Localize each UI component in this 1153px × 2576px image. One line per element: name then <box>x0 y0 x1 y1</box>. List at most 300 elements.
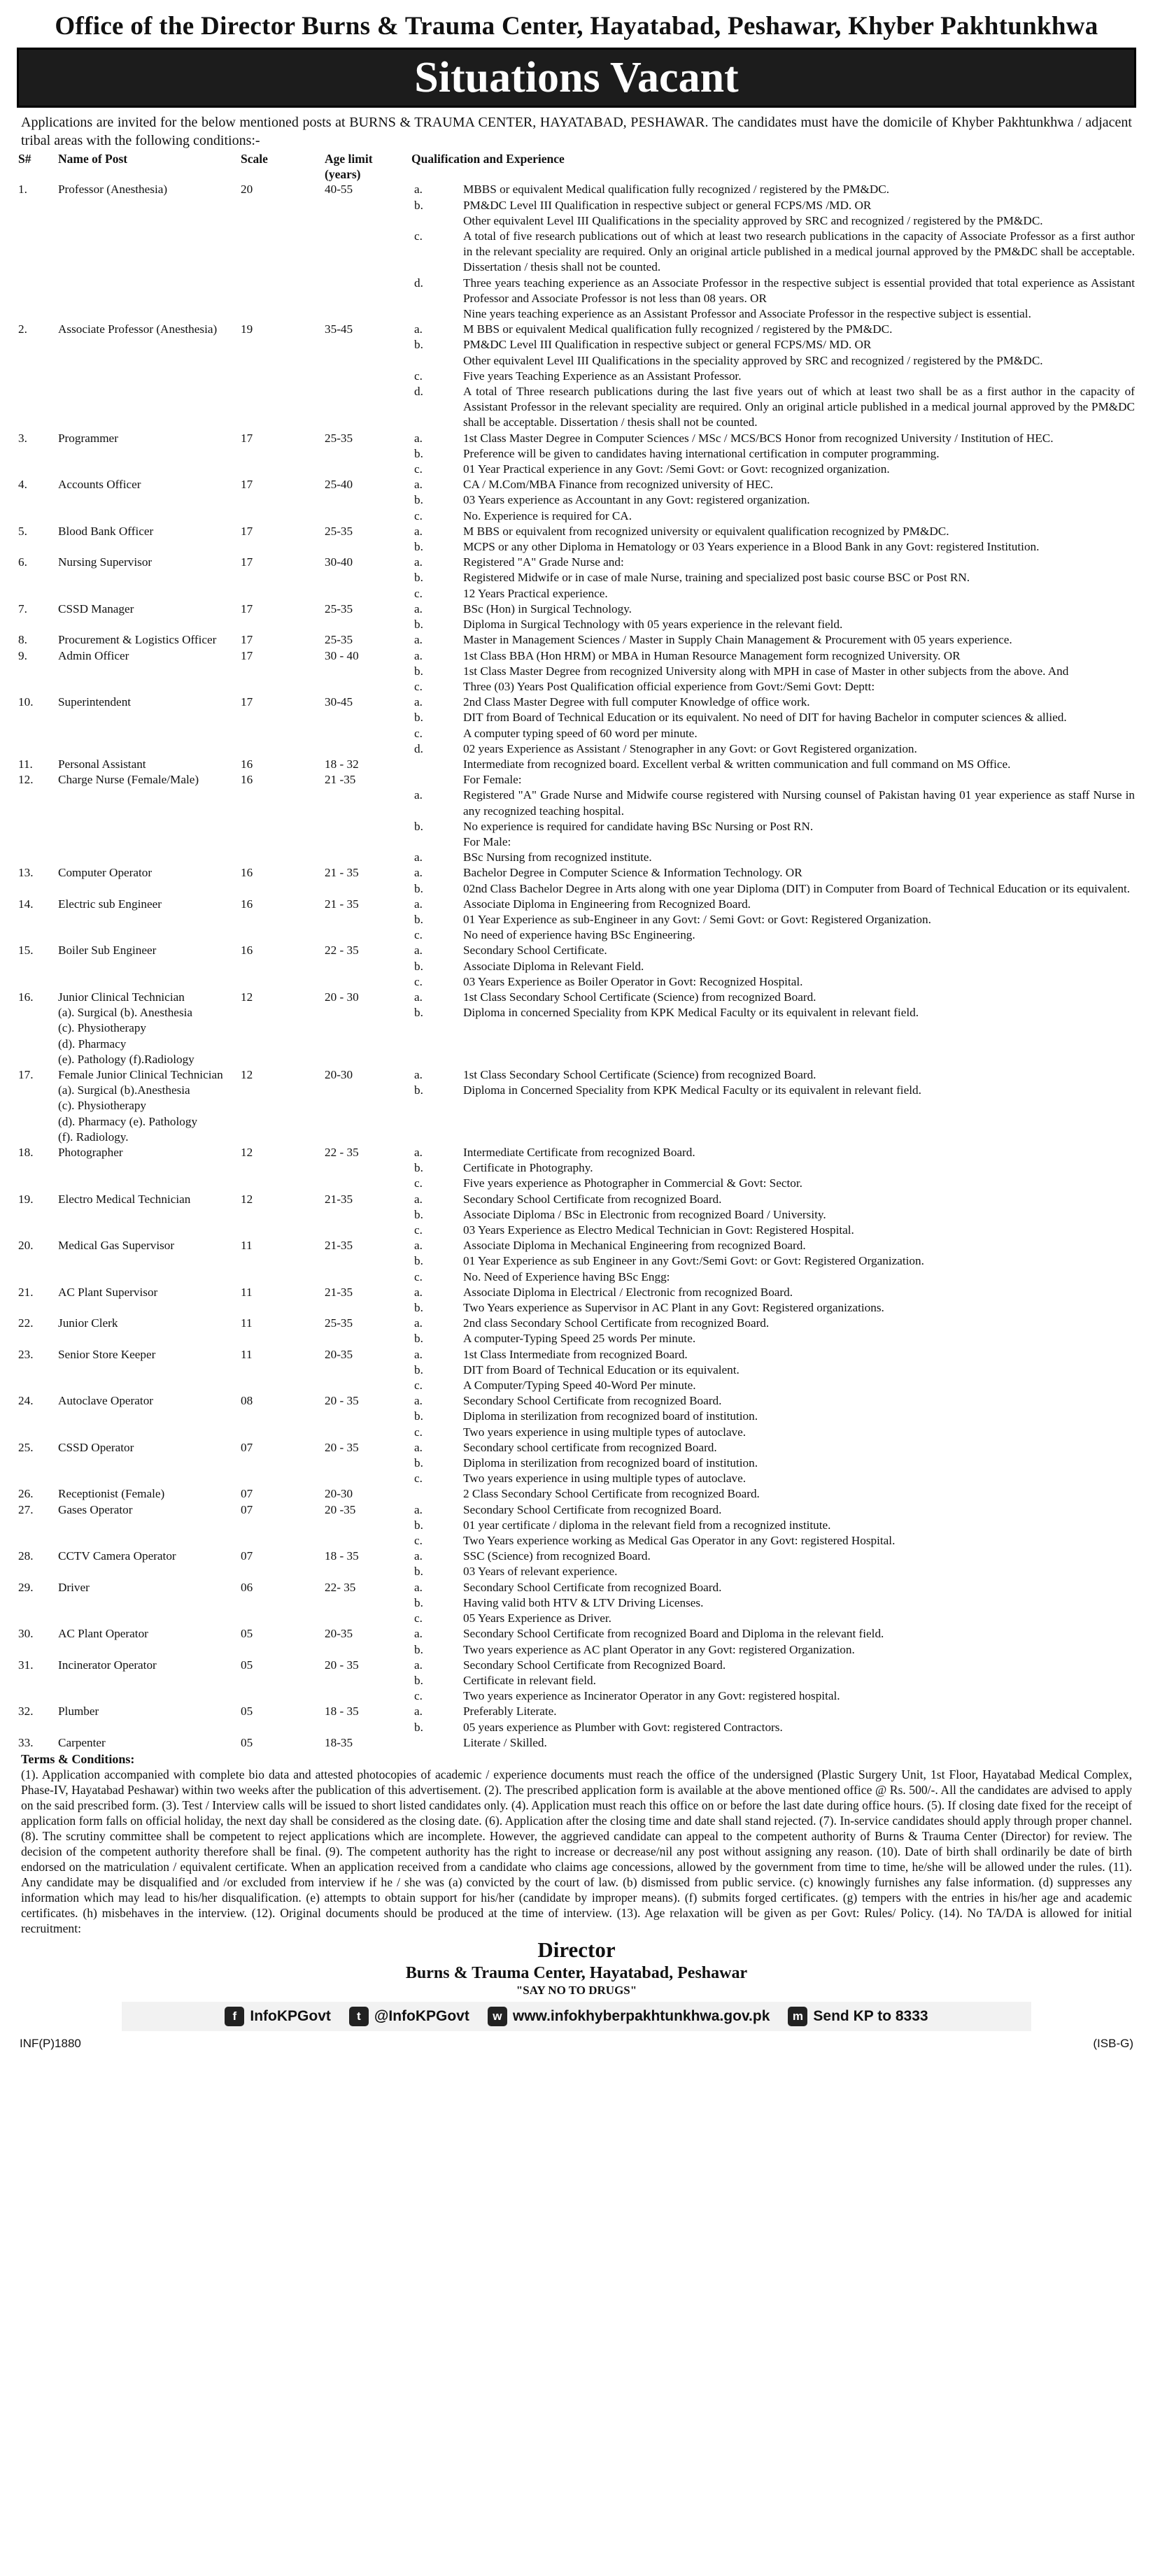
qualification-text: Two Years experience working as Medical Gas Operator in any Govt: registered Hospital. <box>463 1534 896 1548</box>
qualification-letter: a. <box>414 851 423 864</box>
post-scale: 05 <box>241 1705 253 1718</box>
qualification-item <box>411 492 1135 508</box>
qualification-letter: a. <box>414 695 423 709</box>
qualification-text: 12 Years Practical experience. <box>463 586 608 600</box>
post-scale: 19 <box>241 322 253 336</box>
qualification-item <box>411 446 1135 462</box>
post-qualifications <box>410 1626 1136 1657</box>
qualification-item <box>411 679 1135 695</box>
post-sno: 9. <box>18 648 27 662</box>
qualification-letter: b. <box>414 1006 423 1020</box>
post-age: 22- 35 <box>325 1580 356 1594</box>
post-sno: 11. <box>18 757 33 771</box>
qualification-item <box>411 695 1135 710</box>
qualification-item <box>411 1626 1135 1642</box>
qualification-text: PM&DC Level III Qualification in respective subject or general FCPS/MS /MD. OR <box>463 198 872 212</box>
qualification-item <box>411 1238 1135 1253</box>
post-sno: 29. <box>18 1580 34 1594</box>
post-sno: 18. <box>18 1146 34 1159</box>
table-row <box>17 182 1136 322</box>
social-text: InfoKPGovt <box>250 2007 331 2024</box>
qualification-text: Registered Midwife or in case of male Nurse, training and specialized post basic course BSC or Post RN. <box>463 571 970 585</box>
qualification-text: 01 year certificate / diploma in the relevant field from a recognized institute. <box>463 1518 831 1532</box>
qualification-item <box>411 198 1135 213</box>
social-text: Send KP to 8333 <box>813 2007 928 2024</box>
table-row <box>17 772 1136 865</box>
qualification-item <box>411 306 1135 322</box>
qualification-letter: a. <box>414 322 423 336</box>
qualification-item <box>411 1362 1135 1378</box>
post-age: 20 - 35 <box>325 1440 359 1454</box>
qualification-text: Preferably Literate. <box>463 1705 557 1718</box>
qualification-item <box>411 1300 1135 1316</box>
qualification-letter: b. <box>414 881 423 895</box>
post-name: Superintendent <box>58 695 132 709</box>
qualification-item <box>411 1347 1135 1362</box>
post-age: 30-45 <box>325 695 353 709</box>
post-name: Procurement & Logistics Officer <box>58 633 217 647</box>
post-sno: 10. <box>18 695 34 709</box>
post-sno: 32. <box>18 1705 34 1718</box>
qualification-item <box>411 508 1135 524</box>
table-row <box>17 1735 1136 1751</box>
qualification-text: Secondary School Certificate. <box>463 944 607 958</box>
post-scale: 16 <box>241 944 253 958</box>
qualification-text: Secondary School Certificate from recognized Board. <box>463 1502 722 1516</box>
qualification-text: Registered "A" Grade Nurse and Midwife course registered with Nursing counsel of Pakistan having 01 year experience as staff Nurse in any recognized teaching hospital. <box>463 788 1135 818</box>
qualification-item <box>411 974 1135 990</box>
post-sno: 1. <box>18 183 27 197</box>
qualification-text: 01 Year Experience as sub Engineer in any Govt:/Semi Govt: or Govt: Registered Organization. <box>463 1254 924 1268</box>
post-sno: 28. <box>18 1549 34 1563</box>
qualification-item <box>411 834 1135 850</box>
qualification-item <box>411 1207 1135 1223</box>
qualification-text: 1st Class Intermediate from recognized Board. <box>463 1347 688 1361</box>
terms-heading: Terms & Conditions: <box>21 1751 135 1766</box>
footer-left-code: INF(P)1880 <box>20 2036 81 2050</box>
post-sno: 30. <box>18 1627 34 1641</box>
post-name: Admin Officer <box>58 648 129 662</box>
post-qualifications <box>410 1549 1136 1579</box>
post-qualifications <box>410 1502 1136 1549</box>
qualification-letter: a. <box>414 1549 423 1563</box>
table-row <box>17 1285 1136 1316</box>
qualification-letter: b. <box>414 819 423 833</box>
qualification-item <box>411 1083 1135 1098</box>
post-age: 25-35 <box>325 602 353 615</box>
qualification-text: Secondary school certificate from recognized Board. <box>463 1440 717 1454</box>
post-scale: 17 <box>241 695 253 709</box>
post-scale: 06 <box>241 1580 253 1594</box>
post-name: Medical Gas Supervisor <box>58 1239 175 1253</box>
table-row <box>17 648 1136 695</box>
qualification-letter: b. <box>414 1565 423 1579</box>
qualification-item <box>411 1160 1135 1176</box>
post-qualifications <box>410 772 1136 865</box>
qualification-item <box>411 602 1135 617</box>
qualification-letter: a. <box>414 431 423 445</box>
qualification-text: Three (03) Years Post Qualification official experience from Govt:/Semi Govt: Deptt: <box>463 679 875 693</box>
qualification-item <box>411 539 1135 555</box>
post-sno: 25. <box>18 1440 34 1454</box>
qualification-item <box>411 1658 1135 1673</box>
post-scale: 20 <box>241 183 253 197</box>
qualification-item <box>411 1223 1135 1238</box>
qualification-item <box>411 726 1135 741</box>
table-row <box>17 477 1136 524</box>
post-age: 21-35 <box>325 1192 353 1206</box>
qualification-letter: b. <box>414 1362 423 1376</box>
qualification-item <box>411 1642 1135 1658</box>
qualification-text: Secondary School Certificate from recognized Board and Diploma in the relevant field. <box>463 1627 884 1641</box>
qualification-text: No. Need of Experience having BSc Engg: <box>463 1269 670 1283</box>
post-age: 30-40 <box>325 555 353 569</box>
qualification-text: 2nd Class Master Degree with full computer Knowledge of office work. <box>463 695 810 709</box>
post-sno: 33. <box>18 1735 34 1749</box>
table-row <box>17 1347 1136 1394</box>
qualification-letter: b. <box>414 1673 423 1687</box>
post-sno: 19. <box>18 1192 34 1206</box>
qualification-text: 1st Class Secondary School Certificate (Science) from recognized Board. <box>463 990 816 1004</box>
qualification-text: Two years experience in using multiple types of autoclave. <box>463 1425 747 1439</box>
post-scale: 08 <box>241 1394 253 1408</box>
post-qualifications <box>410 555 1136 602</box>
post-name: Blood Bank Officer <box>58 524 154 538</box>
qualification-letter: b. <box>414 1595 423 1609</box>
qualification-item <box>411 1688 1135 1704</box>
qualification-letter: c. <box>414 1611 423 1625</box>
qualification-text: DIT from Board of Technical Education or its equivalent. <box>463 1362 740 1376</box>
post-qualifications <box>410 990 1136 1067</box>
post-qualifications <box>410 1704 1136 1735</box>
slogan: "SAY NO TO DRUGS" <box>516 1983 637 1997</box>
qualification-item <box>411 1471 1135 1486</box>
qualification-text: 2nd class Secondary School Certificate from recognized Board. <box>463 1316 770 1330</box>
qualification-letter <box>411 1486 463 1502</box>
qualification-item <box>411 1393 1135 1409</box>
table-row <box>17 524 1136 555</box>
qualification-item <box>411 1704 1135 1719</box>
signature-title: Director <box>537 1937 616 1962</box>
post-age: 21 -35 <box>325 773 356 787</box>
posts-table <box>17 151 1136 1751</box>
post-scale: 17 <box>241 602 253 615</box>
qualification-letter: b. <box>414 571 423 585</box>
post-age: 18 - 35 <box>325 1705 359 1718</box>
post-name: Professor (Anesthesia) <box>58 183 168 197</box>
post-scale: 11 <box>241 1316 253 1330</box>
post-name: Junior Clinical Technician (a). Surgical (b). Anesthesia (c). Physiotherapy (d). Pharmacy (e). Pathology (f).Radiology <box>58 990 194 1066</box>
post-sno: 14. <box>18 897 34 911</box>
post-scale: 05 <box>241 1658 253 1672</box>
table-row <box>17 865 1136 896</box>
qualification-letter: b. <box>414 664 423 678</box>
table-row <box>17 1440 1136 1487</box>
qualification-item <box>411 850 1135 865</box>
qualification-letter: b. <box>414 1456 423 1470</box>
qualification-text: 03 Years Experience as Boiler Operator in Govt: Recognized Hospital. <box>463 974 803 988</box>
post-scale: 07 <box>241 1502 253 1516</box>
qualification-item <box>411 757 1135 772</box>
qualification-item <box>411 1316 1135 1331</box>
qualification-letter <box>411 772 463 788</box>
qualification-item <box>411 1456 1135 1471</box>
col-age-header: Age limit (years) <box>325 152 373 182</box>
qualification-text: 01 Year Practical experience in any Govt: /Semi Govt: or Govt: recognized organization. <box>463 462 890 476</box>
facebook-icon: f <box>225 2007 244 2026</box>
col-name-header: Name of Post <box>58 152 128 166</box>
qualification-item <box>411 213 1135 229</box>
qualification-text: No experience is required for candidate having BSc Nursing or Post RN. <box>463 819 814 833</box>
qualification-text: Master in Management Sciences / Master in Supply Chain Management & Procurement with 05 years experience. <box>463 633 1012 647</box>
qualification-text: Five years experience as Photographer in Commercial & Govt: Sector. <box>463 1176 802 1190</box>
qualification-letter <box>411 1735 463 1751</box>
post-name: Programmer <box>58 431 118 445</box>
qualification-text: Three years teaching experience as an Associate Professor in the respective subject is essential provided that total experience as Assistant Professor and Associate Professor is not less than 08 years. OR <box>463 276 1135 305</box>
qualification-letter: b. <box>414 493 423 507</box>
qualification-text: DIT from Board of Technical Education or its equivalent. No need of DIT for having Bachelor in computer sciences & allied. <box>463 711 1067 725</box>
qualification-text: Registered "A" Grade Nurse and: <box>463 555 624 569</box>
qualification-letter: c. <box>414 462 423 476</box>
post-age: 21-35 <box>325 1285 353 1299</box>
post-qualifications <box>410 1580 1136 1627</box>
qualification-item <box>411 819 1135 834</box>
post-scale: 12 <box>241 990 253 1004</box>
qualification-letter: a. <box>414 1239 423 1253</box>
qualification-item <box>411 1269 1135 1285</box>
table-row <box>17 431 1136 478</box>
post-qualifications <box>410 602 1136 632</box>
qualification-letter: b. <box>414 1254 423 1268</box>
qualification-letter: c. <box>414 679 423 693</box>
post-qualifications <box>410 1658 1136 1705</box>
qualification-text: MCPS or any other Diploma in Hematology or 03 Years experience in a Blood Bank in any Govt: registered Institution. <box>463 540 1040 554</box>
qualification-letter: c. <box>414 229 423 243</box>
post-qualifications <box>410 182 1136 322</box>
post-sno: 22. <box>18 1316 34 1330</box>
qualification-letter: c. <box>414 1472 423 1486</box>
post-scale: 16 <box>241 866 253 880</box>
post-scale: 07 <box>241 1487 253 1501</box>
qualification-letter: c. <box>414 369 423 383</box>
qualification-item <box>411 1440 1135 1456</box>
qualification-text: No. Experience is required for CA. <box>463 508 632 522</box>
qualification-text: Diploma in concerned Speciality from KPK Medical Faculty or its equivalent in relevant field. <box>463 1006 919 1020</box>
post-age: 25-35 <box>325 633 353 647</box>
post-age: 18-35 <box>325 1735 353 1749</box>
post-age: 40-55 <box>325 183 353 197</box>
post-name: Incinerator Operator <box>58 1658 157 1672</box>
qualification-text: Secondary School Certificate from recognized Board. <box>463 1394 722 1408</box>
post-sno: 12. <box>18 773 34 787</box>
social-item <box>488 2007 770 2026</box>
post-age: 25-35 <box>325 524 353 538</box>
table-row <box>17 632 1136 648</box>
post-age: 20-35 <box>325 1347 353 1361</box>
col-qual-header: Qualification and Experience <box>411 152 565 166</box>
qualification-letter: b. <box>414 338 423 352</box>
table-row <box>17 1316 1136 1346</box>
post-sno: 13. <box>18 866 34 880</box>
qualification-item <box>411 1564 1135 1579</box>
post-qualifications <box>410 477 1136 524</box>
qualification-letter: b. <box>414 540 423 554</box>
social-text: @InfoKPGovt <box>374 2007 469 2024</box>
social-item <box>349 2007 469 2026</box>
table-row <box>17 897 1136 944</box>
post-name: Electro Medical Technician <box>58 1192 191 1206</box>
post-qualifications <box>410 943 1136 990</box>
post-sno: 20. <box>18 1239 34 1253</box>
qualification-letter: b. <box>414 1720 423 1734</box>
qualification-item <box>411 632 1135 648</box>
post-scale: 17 <box>241 524 253 538</box>
twitter-icon: t <box>349 2007 369 2026</box>
posts-body <box>17 182 1136 1751</box>
qualification-letter: a. <box>414 1580 423 1594</box>
social-item <box>225 2007 331 2026</box>
qualification-letter: a. <box>414 1316 423 1330</box>
qualification-letter: a. <box>414 555 423 569</box>
qualification-text: 05 Years Experience as Driver. <box>463 1611 611 1625</box>
post-sno: 26. <box>18 1487 34 1501</box>
table-row <box>17 322 1136 430</box>
post-name: Gases Operator <box>58 1502 133 1516</box>
qualification-text: Having valid both HTV & LTV Driving Licenses. <box>463 1595 704 1609</box>
qualification-item <box>411 1518 1135 1533</box>
qualification-letter: a. <box>414 1285 423 1299</box>
post-age: 21-35 <box>325 1239 353 1253</box>
qualification-letter: a. <box>414 990 423 1004</box>
intro-paragraph: Applications are invited for the below mentioned posts at BURNS & TRAUMA CENTER, HAYATABAD, PESHAWAR. The candidates must have the domicile of Khyber Pakhtunkhwa / adjacent tribal areas with the following conditions:- <box>21 115 1132 148</box>
post-age: 21 - 35 <box>325 866 359 880</box>
qualification-text: M BBS or equivalent from recognized university or equivalent qualification recognized by PM&DC. <box>463 524 949 538</box>
post-age: 22 - 35 <box>325 944 359 958</box>
qualification-letter: a. <box>414 633 423 647</box>
qualification-text: Diploma in Surgical Technology with 05 years experience in the relevant field. <box>463 618 843 632</box>
qualification-item <box>411 555 1135 570</box>
qualification-item <box>411 897 1135 912</box>
footer-right-code: (ISB-G) <box>1093 2036 1133 2050</box>
post-scale: 17 <box>241 555 253 569</box>
qualification-item <box>411 1253 1135 1269</box>
post-name: AC Plant Supervisor <box>58 1285 158 1299</box>
post-sno: 16. <box>18 990 34 1004</box>
post-sno: 2. <box>18 322 27 336</box>
qualification-item <box>411 912 1135 927</box>
qualification-item <box>411 353 1135 369</box>
post-name: AC Plant Operator <box>58 1627 148 1641</box>
qualification-letter: a. <box>414 1627 423 1641</box>
qualification-text: Diploma in Concerned Speciality from KPK Medical Faculty or its equivalent in relevant field. <box>463 1083 921 1097</box>
post-name: CCTV Camera Operator <box>58 1549 176 1563</box>
post-qualifications <box>410 1316 1136 1346</box>
post-name: Carpenter <box>58 1735 106 1749</box>
qualification-letter: c. <box>414 928 423 942</box>
post-qualifications <box>410 1735 1136 1751</box>
qualification-item <box>411 1005 1135 1020</box>
table-row <box>17 1704 1136 1735</box>
qualification-letter: c. <box>414 1176 423 1190</box>
qualification-item <box>411 1720 1135 1735</box>
post-age: 18 - 32 <box>325 757 359 771</box>
post-name: Boiler Sub Engineer <box>58 944 157 958</box>
post-sno: 21. <box>18 1285 34 1299</box>
qualification-item <box>411 1735 1135 1751</box>
qualification-letter: a. <box>414 1440 423 1454</box>
qualification-text: A computer typing speed of 60 word per minute. <box>463 726 698 740</box>
table-row <box>17 1238 1136 1285</box>
post-name: Receptionist (Female) <box>58 1487 165 1501</box>
qualification-letter: d. <box>414 276 423 290</box>
post-name: Computer Operator <box>58 866 153 880</box>
qualification-letter: a. <box>414 897 423 911</box>
qualification-letter: a. <box>414 1394 423 1408</box>
qualification-item <box>411 182 1135 197</box>
message-icon: m <box>788 2007 807 2026</box>
qualification-letter: a. <box>414 1067 423 1081</box>
qualification-letter: c. <box>414 974 423 988</box>
qualification-text: Associate Diploma in Electrical / Electronic from recognized Board. <box>463 1285 793 1299</box>
qualification-letter <box>411 306 463 322</box>
post-name: Female Junior Clinical Technician (a). Surgical (b).Anesthesia (c). Physiotherapy (d). Pharmacy (e). Pathology (f). Radiology. <box>58 1067 223 1144</box>
qualification-text: 03 Years experience as Accountant in any Govt: registered organization. <box>463 493 810 507</box>
qualification-letter: a. <box>414 1705 423 1718</box>
qualification-letter: a. <box>414 866 423 880</box>
post-age: 25-35 <box>325 431 353 445</box>
post-name: Junior Clerk <box>58 1316 118 1330</box>
qualification-item <box>411 1611 1135 1626</box>
qualification-text: Associate Diploma in Relevant Field. <box>463 959 644 973</box>
terms-text: (1). Application accompanied with complete bio data and attested photocopies of academic / experience documents must reach the office of the undersigned (Plastic Surgery Unit, 1st Floor, Hayatabad Medical Complex, Phase-IV, Hayatabad Peshawar) within two weeks after the publication of this advertisement. (2). The prescribed application form is available at the above mentioned office @ Rs. 500/-. All the candidates are advised to apply on the said prescribed form. (3). Test / Interview calls will be issued to short listed candidates only. (4). Application must reach this office on or before the last date during office hours. (5). If closing date fixed for the receipt of application form falls on official holiday, the next day shall be considered as the closing date. (6). Application after the closing time and date shall stand rejected. (7). In-service candidates should apply through proper channel. (8). The scrutiny committee shall be competent to reject applications which are incomplete. However, the aggrieved candidate can appeal to the competent authority of Burns & Trauma Center (Director) for review. The decision of the competent authority therefore shall be final. (9). The competent authority has the right to increase or decrease/nil any post without assigning any reason. (10). Date of birth shall ordinarily be date of birth endorsed on the matriculation / equivalent certificate. When an application received from a candidate who claims age concessions, allowed by the government from time to time, he/she will be allowed under the rules. (11). Any candidate may be disqualified and /or excluded from interview if he / she was (a) convicted by the court of law. (b) dismissed from public service. (c) knowingly furnishes any false information. (d) suppresses any information which may lead to his/her disqualification. (e) attempts to obtain support for his/her (candidate by improper means). (f) submits forged certificates. (g) tempers with the entries in his/her age and academic certificates. (h) misbehaves in the interview. (12). Original documents should be produced at the time of interview. (13). Age relaxation will be given as per Govt: Rules/ Policy. (14). No TA/DA is allowed for initial recruitment: <box>21 1767 1132 1935</box>
post-scale: 12 <box>241 1146 253 1159</box>
qualification-letter: c. <box>414 1379 423 1393</box>
post-scale: 16 <box>241 757 253 771</box>
qualification-letter <box>411 213 463 229</box>
post-sno: 4. <box>18 478 27 492</box>
qualification-text: BSc Nursing from recognized institute. <box>463 851 652 864</box>
post-scale: 07 <box>241 1549 253 1563</box>
post-sno: 7. <box>18 602 27 615</box>
post-qualifications <box>410 1238 1136 1285</box>
post-sno: 27. <box>18 1502 34 1516</box>
qualification-item <box>411 1425 1135 1440</box>
qualification-letter: b. <box>414 1207 423 1221</box>
qualification-text: No need of experience having BSc Engineering. <box>463 928 695 942</box>
post-scale: 11 <box>241 1239 253 1253</box>
office-heading: Office of the Director Burns & Trauma Center, Hayatabad, Peshawar, Khyber Pakhtunkhwa <box>55 12 1098 41</box>
qualification-item <box>411 943 1135 958</box>
qualification-text: A total of five research publications out of which at least two research publications in the capacity of Associate Professor as a first author in the relevant speciality are required. Only an original article published in a medical journal approved by the PM&DC shall be acceptable. Dissertation / thesis shall not be counted. <box>463 229 1135 274</box>
qualification-item <box>411 477 1135 492</box>
qualification-letter: b. <box>414 959 423 973</box>
qualification-letter: a. <box>414 1347 423 1361</box>
qualification-letter: a. <box>414 183 423 197</box>
qualification-text: Secondary School Certificate from Recognized Board. <box>463 1658 726 1672</box>
qualification-item <box>411 337 1135 353</box>
qualification-item <box>411 710 1135 725</box>
qualification-item <box>411 1176 1135 1191</box>
table-row <box>17 1192 1136 1239</box>
qualification-letter: d. <box>414 741 423 755</box>
post-age: 20-30 <box>325 1067 353 1081</box>
qualification-text: 03 Years of relevant experience. <box>463 1565 618 1579</box>
qualification-text: Intermediate from recognized board. Excellent verbal & written communication and full command on MS Office. <box>463 757 1011 771</box>
qualification-text: Other equivalent Level III Qualifications in the speciality approved by SRC and recognized / registered by the PM&DC. <box>463 213 1043 227</box>
post-age: 20 - 30 <box>325 990 359 1004</box>
social-bar <box>122 2002 1031 2031</box>
qualification-item <box>411 1673 1135 1688</box>
